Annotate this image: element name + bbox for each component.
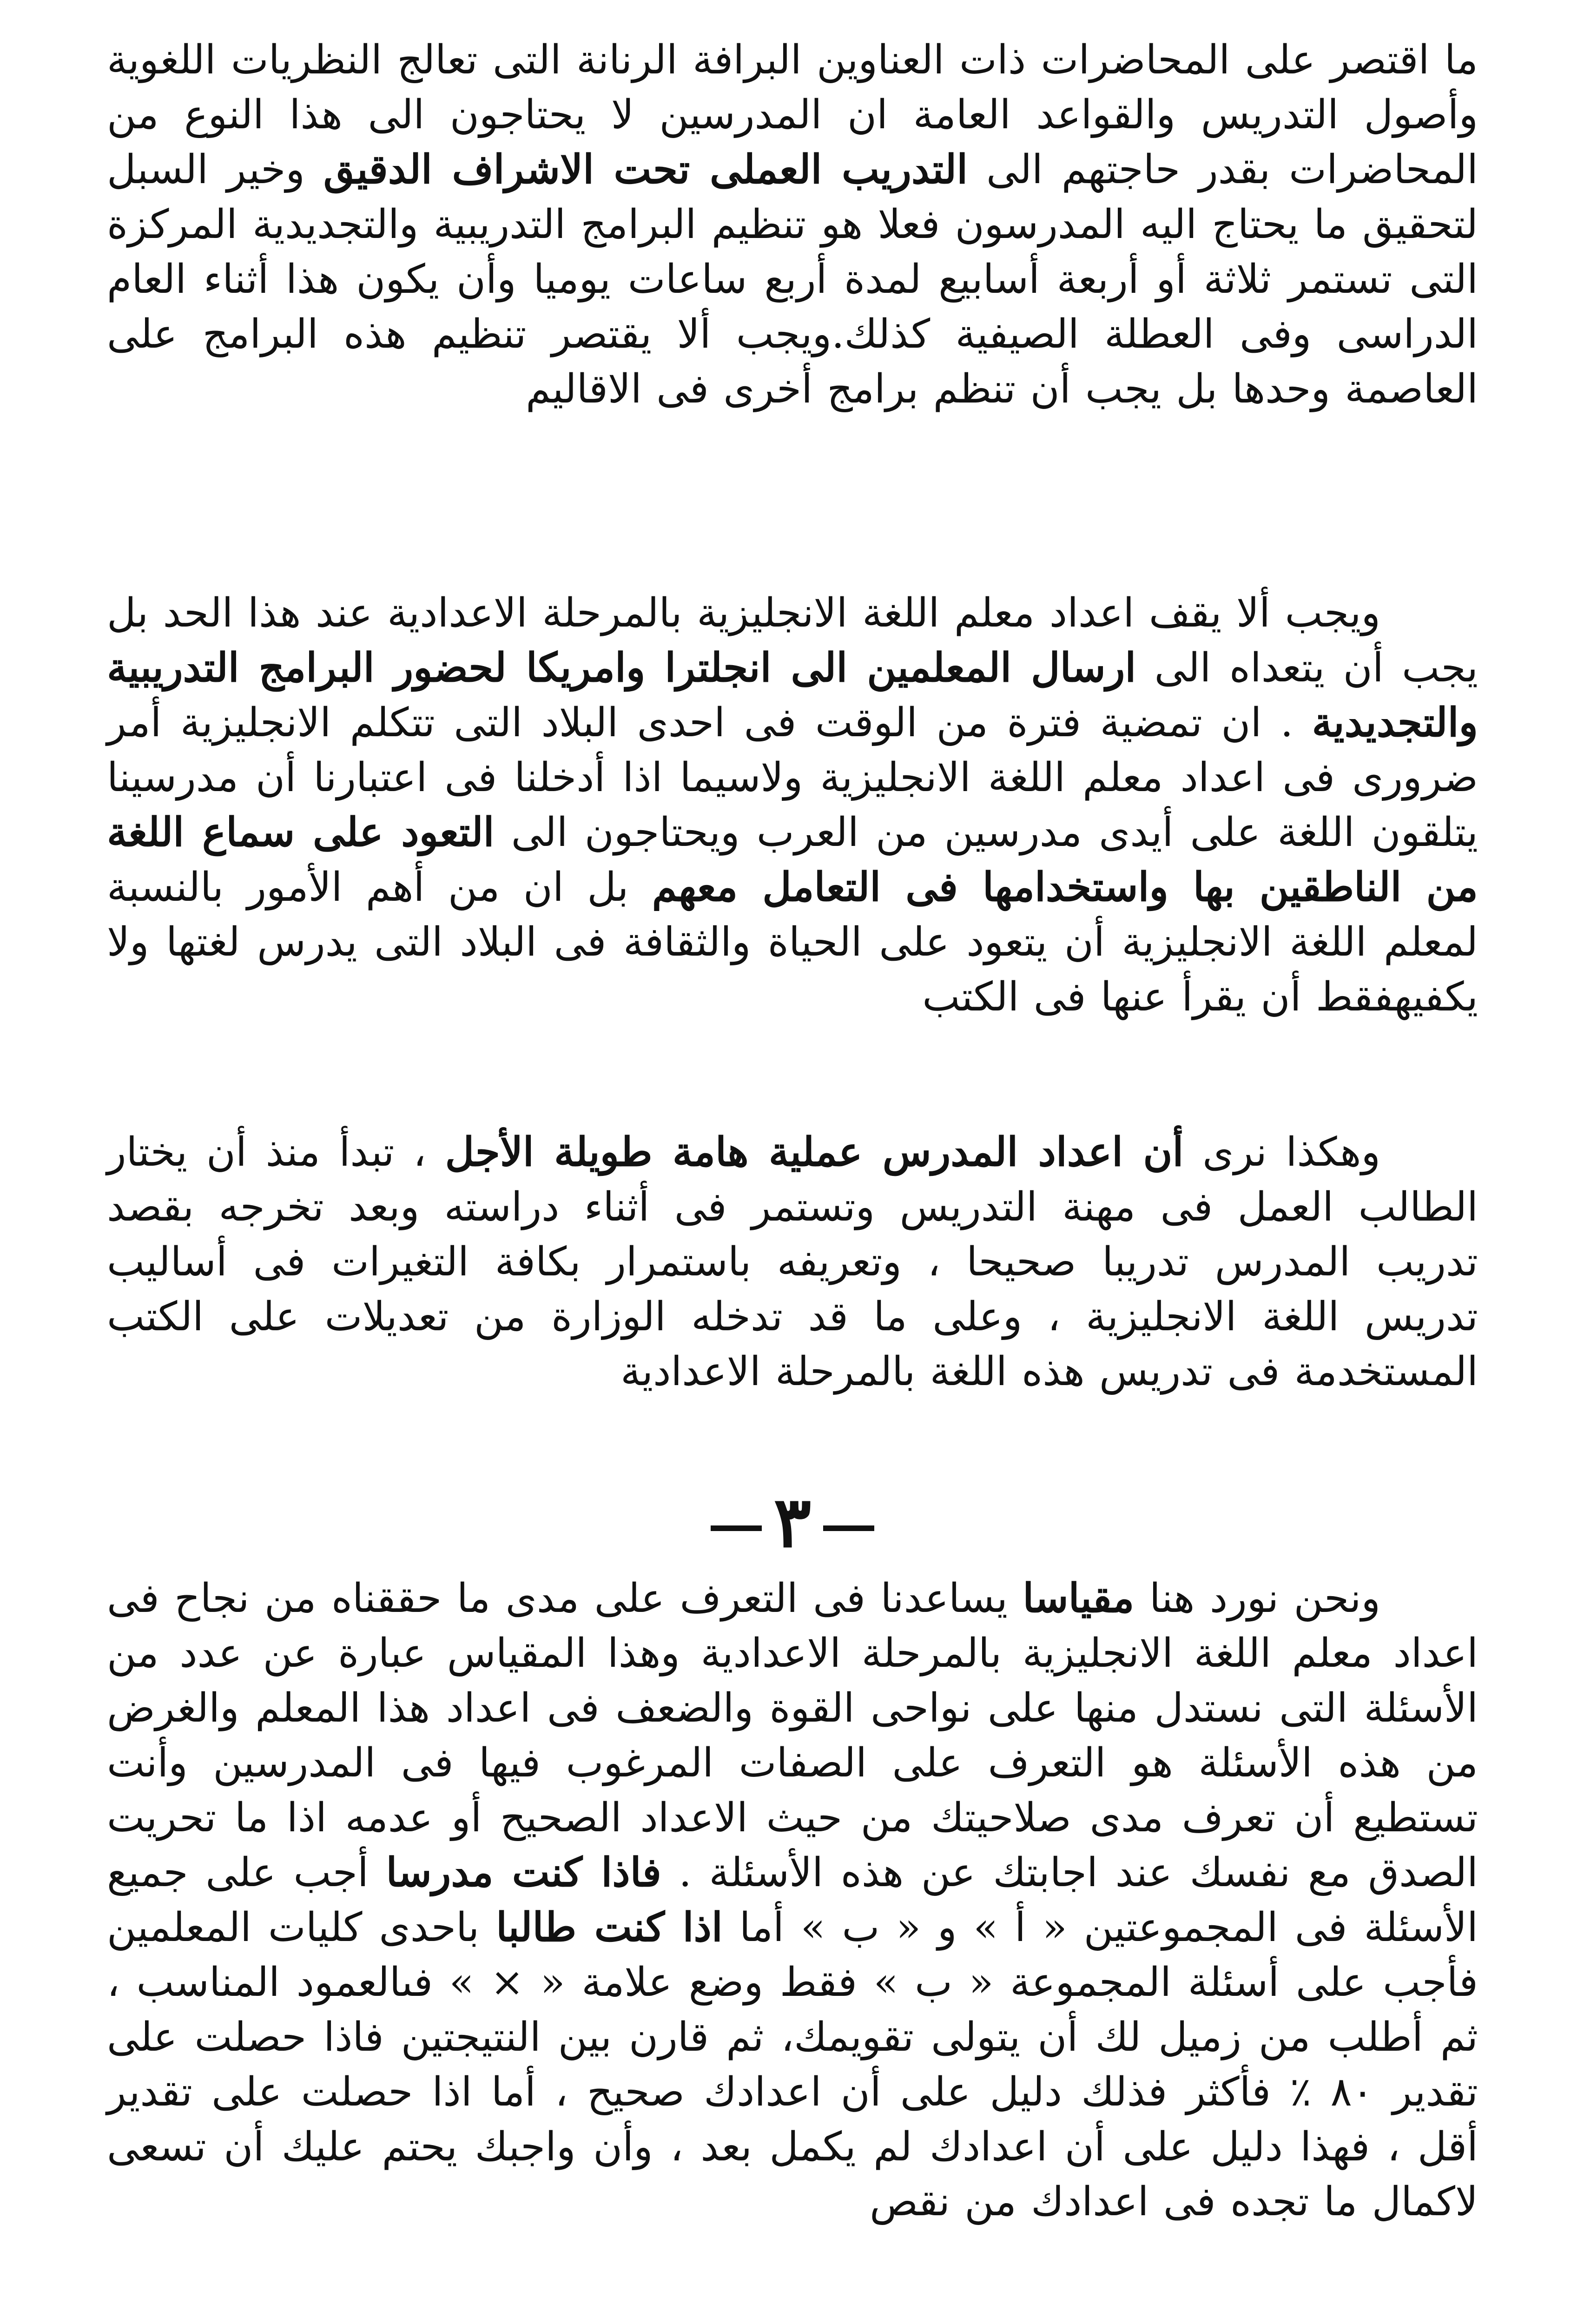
bold-phrase: مقياسا (1023, 1575, 1135, 1622)
section-dash-right (711, 1525, 762, 1531)
paragraph-block-2 (107, 586, 1478, 1043)
text-run: يساعدنا فى التعرف على مدى ما حققناه من نجاح فى اعداد معلم اللغة الانجليزية بالمرحلة الاعدادية وهذا المقياس عبارة عن عدد من الأسئلة التى نستدل منها على نواحى القوة والضعف فى اعداد هذا المعلم والغرض من هذه الأسئلة هو التعرف على الصفات المرغوب فيها فى المدرسين وأنت تستطيع أن تعرف مدى صلاحيتك من حيث الاعداد الصحيح أو عدمه اذا ما تحريت الصدق مع نفسك عند اجابتك عن هذه الأسئلة . (107, 1575, 1478, 1896)
paragraph (107, 586, 1478, 1024)
text-run: وخير السبل لتحقيق ما يحتاج اليه المدرسون فعلا هو تنظيم البرامج التدريبية والتجديدية المركزة التى تستمر ثلاثة أو أربعة أسابيع لمدة أربع ساعات يوميا وأن يكون هذا أثناء العام الدراسى وفى العطلة الصيفية كذلك.ويجب ألا يقتصر تنظيم هذه البرامج على العاصمة وحدها بل يجب أن تنظم برامج أخرى فى الاقاليم (107, 146, 1478, 412)
paragraph-block-4 (107, 1571, 1478, 2248)
text-run: بل ان من أهم الأمور بالنسبة لمعلم اللغة الانجليزية أن يتعود على الحياة والثقافة فى البلاد التى يدرس لغتها ولا يكفيهفقط أن يقرأ عنها فى الكتب (107, 864, 1478, 1020)
text-run: ويجب ألا يقف اعداد معلم اللغة الانجليزية بالمرحلة الاعدادية عند هذا الحد بل يجب أن يتعداه الى (107, 590, 1478, 691)
text-run: . ان تمضية فترة من الوقت فى احدى البلاد التى تتكلم الانجليزية أمر ضرورى فى اعداد معلم اللغة الانجليزية ولاسيما اذا أدخلنا فى اعتبارنا أن مدرسينا يتلقون اللغة على أيدى مدرسين من العرب ويحتاجون الى (107, 700, 1478, 856)
text-run: ونحن نورد هنا (1134, 1575, 1380, 1622)
bold-phrase: اذا كنت طالبا (496, 1904, 723, 1951)
section-number (107, 1481, 1478, 1563)
bold-phrase: ارسال المعلمين الى انجلترا وامريكا لحضور البرامج التدريبية والتجديدية (107, 644, 1478, 746)
text-run: ما اقتصر على المحاضرات ذات العناوين البرافة الرنانة التى تعالج النظريات اللغوية وأصول التدريس والقواعد العامة ان المدرسين لا يحتاجون الى هذا النوع من المحاضرات بقدر حاجتهم الى (107, 37, 1478, 193)
document-page (107, 33, 1478, 2324)
section-number-text: ٣ (773, 1481, 812, 1563)
paragraph-block-1 (107, 33, 1478, 435)
paragraph (107, 1571, 1478, 2229)
bold-phrase: التدريب العملى تحت الاشراف الدقيق (323, 146, 968, 193)
paragraph-block-3 (107, 1125, 1478, 1418)
paragraph (107, 1125, 1478, 1399)
text-run: أجب على جميع الأسئلة فى المجموعتين « أ » و « ب » أما (107, 1849, 1478, 1951)
text-run: ، تبدأ منذ أن يختار الطالب العمل فى مهنة التدريس وتستمر فى أثناء دراسته وبعد تخرجه بقصد تدريب المدرس تدريبا صحيحا ، وتعريفه باستمرار بكافة التغيرات فى أساليب تدريس اللغة الانجليزية ، وعلى ما قد تدخله الوزارة من تعديلات على الكتب المستخدمة فى تدريس هذه اللغة بالمرحلة الاعدادية (107, 1129, 1478, 1395)
bold-phrase: فاذا كنت مدرسا (386, 1849, 661, 1896)
bold-phrase: التعود على سماع اللغة من الناطقين بها واستخدامها فى التعامل معهم (107, 809, 1478, 911)
paragraph (107, 33, 1478, 416)
section-dash-left (823, 1525, 874, 1531)
text-run: وهكذا نرى (1183, 1129, 1380, 1175)
bold-phrase: أن اعداد المدرس عملية هامة طويلة الأجل (445, 1129, 1184, 1175)
text-run: باحدى كليات المعلمين فأجب على أسئلة المجموعة « ب » فقط وضع علامة « × » فىالعمود المناسب ، ثم أطلب من زميل لك أن يتولى تقويمك، ثم قارن بين النتيجتين فاذا حصلت على تقدير ٨٠ ٪ فأكثر فذلك دليل على أن اعدادك صحيح ، أما اذا حصلت على تقدير أقل ، فهذا دليل على أن اعدادك لم يكمل بعد ، وأن واجبك يحتم عليك أن تسعى لاكمال ما تجده فى اعدادك من نقص (107, 1904, 1478, 2225)
